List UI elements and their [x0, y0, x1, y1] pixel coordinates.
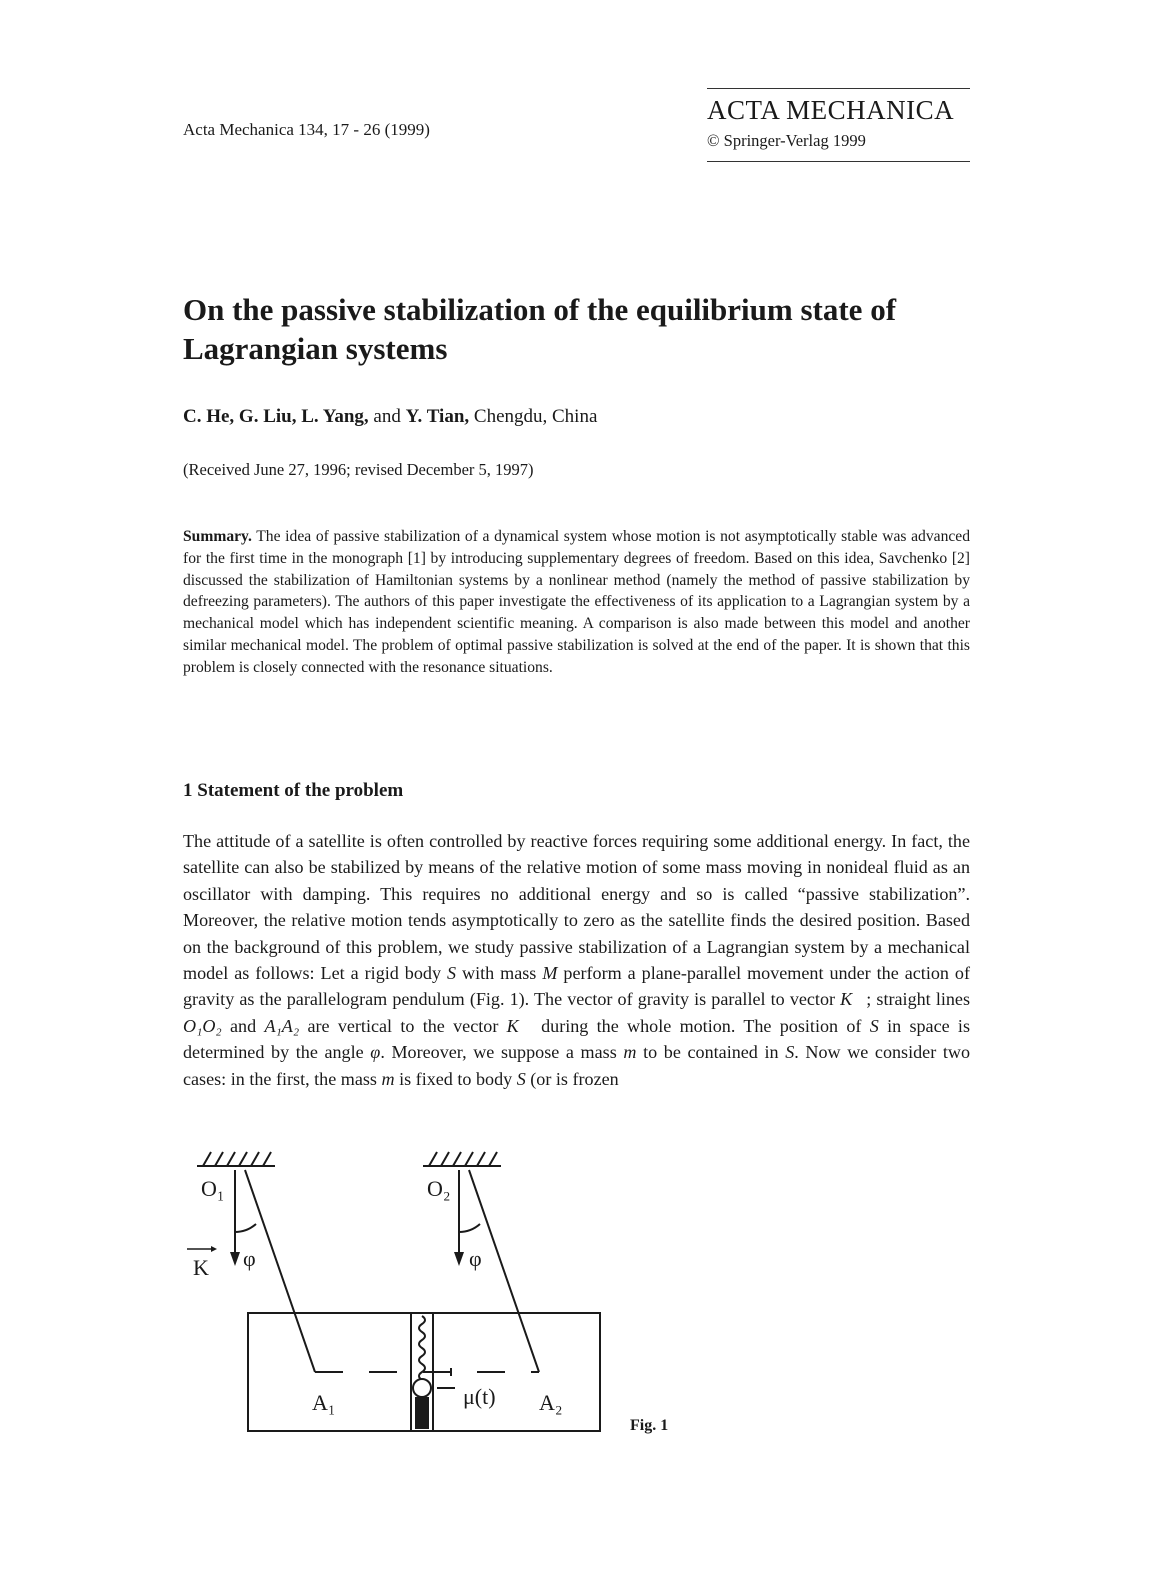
author-location: Chengdu, China	[473, 406, 598, 427]
arrow-right	[454, 1252, 464, 1266]
math-K-vector: K⃗	[506, 1015, 533, 1036]
text-run: (or is frozen	[525, 1068, 619, 1089]
math-S: S	[869, 1015, 879, 1036]
figure-caption: Fig. 1	[630, 1417, 669, 1434]
label-phi-left: φ	[243, 1246, 256, 1271]
label-O2: O₂	[427, 1176, 451, 1201]
math-phi: φ	[370, 1042, 381, 1063]
math-A1A2: A₁A₂	[264, 1015, 300, 1036]
math-S: S	[446, 963, 457, 984]
text-run: is fixed to body	[394, 1068, 517, 1089]
math-M: M	[542, 963, 558, 984]
math-m: m	[623, 1042, 637, 1063]
masthead-top-rule	[707, 88, 970, 89]
author-last: Y. Tian,	[405, 406, 470, 427]
journal-name: ACTA MECHANICA	[707, 95, 955, 125]
journal-reference: Acta Mechanica 134, 17 - 26 (1999)	[183, 120, 430, 139]
text-run: in space is determined by the angle	[183, 1015, 970, 1063]
summary-label: Summary.	[183, 528, 252, 545]
publisher-line: © Springer-Verlag 1999	[707, 131, 866, 150]
label-A2: A₂	[539, 1390, 563, 1415]
arrow-left	[230, 1252, 240, 1266]
section-heading: 1 Statement of the problem	[183, 780, 404, 801]
text-run: . Moreover, we suppose a mass	[380, 1042, 624, 1063]
label-mu: μ(t)	[463, 1384, 496, 1409]
math-S: S	[785, 1042, 795, 1063]
author-names: C. He, G. Liu, L. Yang,	[183, 406, 369, 427]
rod-left	[245, 1170, 315, 1372]
k-vector-arrowhead	[211, 1246, 217, 1252]
text-run: ; straight lines	[866, 989, 970, 1010]
summary-text: The idea of passive stabilization of a dynamical system whose motion is not asymptotically stable was advanced for the first time in the monograph [1] by introducing supplementary degrees of freedom. Based on this idea, Savchenko [2] discussed the stabilization of Hamiltonian systems by a nonlinear method (namely the method of passive stabilization by defreezing parameters). The authors of this paper investigate the effectiveness of its application to a Lagrangian system by a mechanical model which has independent scientific meaning. A comparison is also made between this model and another similar mechanical model. The problem of optimal passive stabilization is solved at the end of the paper. It is shown that this problem is closely connected with the resonance situations.	[183, 528, 971, 676]
paper-title: On the passive stabilization of the equilibrium state of Lagrangian systems	[183, 292, 897, 366]
journal-masthead	[707, 88, 970, 162]
label-phi-right: φ	[469, 1246, 482, 1271]
received-dates: (Received June 27, 1996; revised December 5, 1997)	[183, 460, 534, 479]
text-run: perform a plane-parallel movement under the action of gravity as the parallelogram pendulum (Fig. 1). The vector of gravity is parallel to vector	[183, 963, 970, 1010]
mass-m	[413, 1379, 431, 1397]
author-line	[183, 406, 597, 428]
pendulum-figure	[175, 1140, 625, 1440]
text-run: are vertical to the vector	[299, 1015, 507, 1036]
body-paragraph	[183, 828, 970, 1092]
summary-paragraph	[183, 526, 970, 679]
hatch-right	[429, 1152, 497, 1166]
label-K: K	[193, 1255, 209, 1280]
text-run: to be contained in	[636, 1042, 786, 1063]
text-run: during the whole motion. The position of	[532, 1015, 870, 1036]
damper	[416, 1398, 428, 1428]
math-O1O2: O₁O₂	[183, 1015, 222, 1036]
text-run: . Now we consider two cases: in the first, the mass	[183, 1042, 970, 1089]
math-K-vector: K⃗	[840, 989, 867, 1010]
label-A1: A₁	[312, 1390, 336, 1415]
label-O1: O₁	[201, 1176, 225, 1201]
masthead-bottom-rule	[707, 161, 970, 162]
rod-right	[469, 1170, 539, 1372]
hatch-left	[203, 1152, 271, 1166]
angle-arc-left	[235, 1224, 256, 1232]
author-conjunction: and	[373, 406, 401, 427]
text-run: and	[221, 1015, 265, 1036]
math-m: m	[381, 1068, 395, 1089]
text-run: The attitude of a satellite is often controlled by reactive forces requiring some additional energy. In fact, the satellite can also be stabilized by means of the relative motion of some mass moving in nonideal fluid as an oscillator with damping. This requires no additional energy and so is called “passive stabilization”. Moreover, the relative motion tends asymptotically to zero as the satellite finds the desired position. Based on the background of this problem, we study passive stabilization of a Lagrangian system by a mechanical model as follows: Let a rigid body	[183, 831, 970, 984]
text-run: with mass	[456, 963, 543, 984]
angle-arc-right	[459, 1224, 480, 1232]
math-S: S	[516, 1068, 526, 1089]
